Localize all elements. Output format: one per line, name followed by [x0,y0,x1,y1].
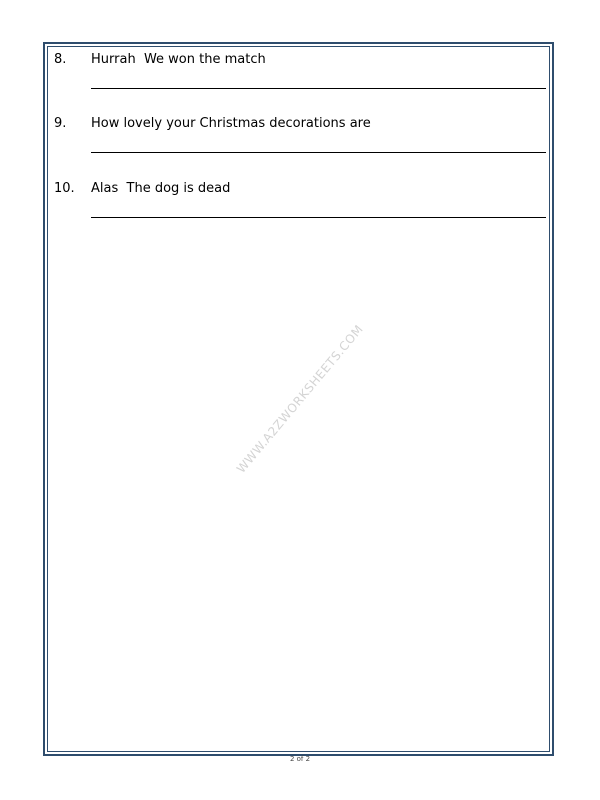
question-number: 9. [54,116,67,131]
question-text: Hurrah We won the match [91,52,266,67]
answer-line[interactable] [91,88,546,89]
question-item [50,116,550,176]
question-text: Alas The dog is dead [91,181,231,196]
question-number: 8. [54,52,67,67]
watermark-text: WWW.A2ZWORKSHEETS.COM [233,322,367,476]
question-item [50,181,550,241]
answer-line[interactable] [91,152,546,153]
question-text: How lovely your Christmas decorations are [91,116,371,131]
page-number: 2 of 2 [289,755,311,763]
answer-line[interactable] [91,217,546,218]
question-number: 10. [54,181,75,196]
question-item [50,52,550,112]
